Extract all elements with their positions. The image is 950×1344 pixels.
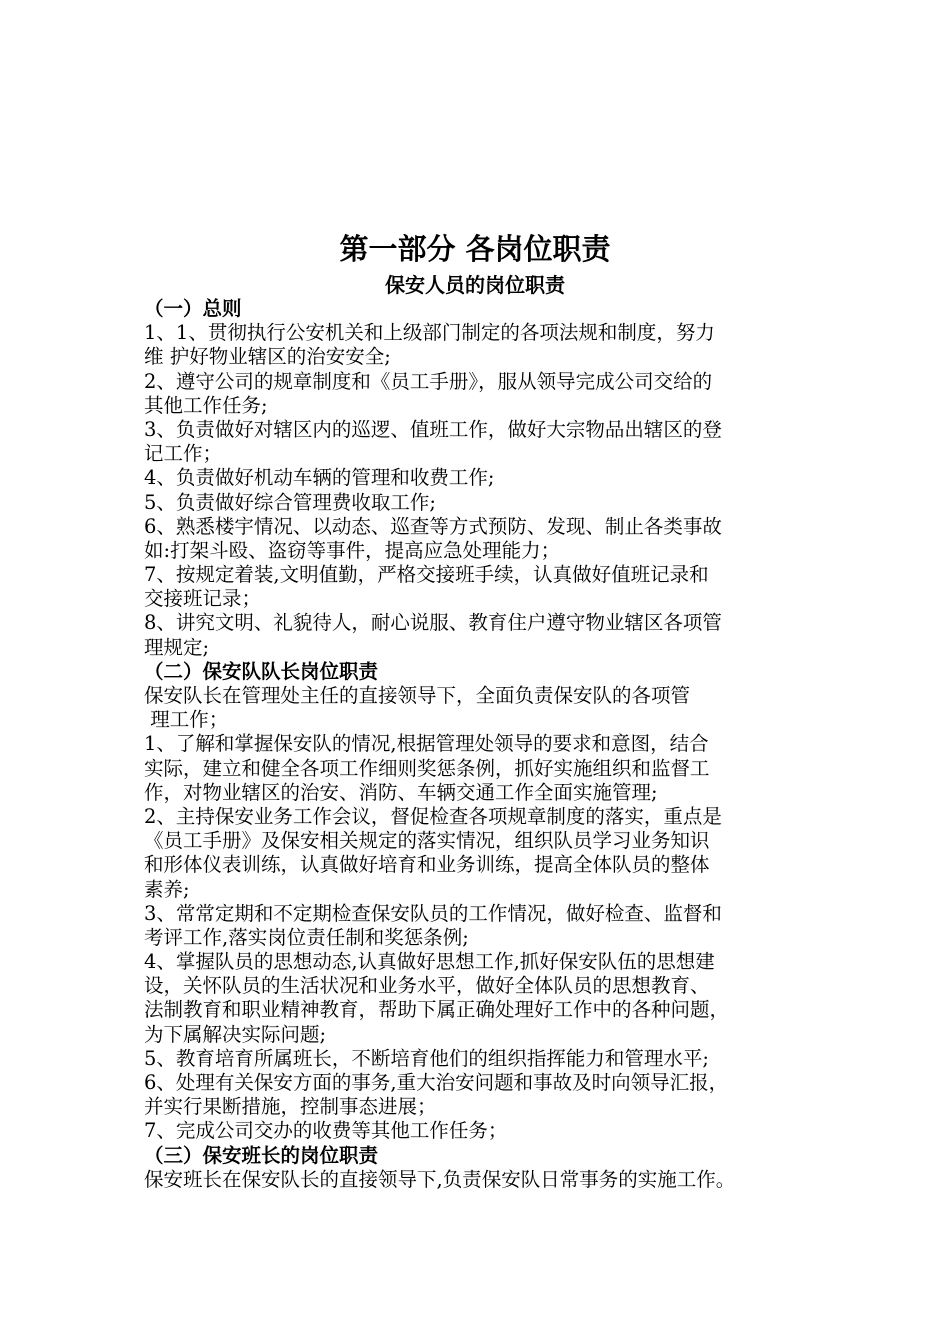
text-line: 如:打架斗殴、盗窃等事件，提高应急处理能力； — [144, 538, 561, 562]
text-line: 为下属解决实际问题; — [144, 1022, 327, 1046]
text-line: 5、负责做好综合管理费收取工作; — [144, 490, 436, 514]
text-line: 2、遵守公司的规章制度和《员工手册》，服从领导完成公司交给的 — [144, 369, 713, 393]
document-title: 第一部分 各岗位职责 — [339, 232, 611, 266]
text-line: 保安班长在保安队长的直接领导下,负责保安队日常事务的实施工作。 — [144, 1167, 736, 1191]
section-heading: （一）总则 — [144, 297, 242, 320]
text-line: 7、按规定着装,文明值勤，严格交接班手续，认真做好值班记录和 — [144, 563, 709, 587]
text-line: 4、负责做好机动车辆的管理和收费工作; — [144, 466, 495, 490]
text-line: 《员工手册》及保安相关规定的落实情况，组织队员学习业务知识 — [144, 829, 710, 853]
section-heading: （二）保安队队长岗位职责 — [144, 659, 379, 683]
text-line: 6、熟悉楼宇情况、以动态、巡查等方式预防、发现、制止各类事故 — [144, 514, 722, 538]
text-line: 4、掌握队员的思想动态,认真做好思想工作,抓好保安队伍的思想建 — [144, 950, 715, 974]
text-line: 作，对物业辖区的治安、消防、车辆交通工作全面实施管理; — [144, 780, 658, 804]
document-body — [144, 297, 824, 1192]
text-line: 实际，建立和健全各项工作细则奖惩条例，抓好实施组织和监督工 — [144, 756, 710, 780]
text-line: 理规定; — [144, 635, 210, 659]
text-line: 8、讲究文明、礼貌待人，耐心说服、教育住户遵守物业辖区各项管 — [144, 611, 722, 635]
text-line: 法制教育和职业精神教育，帮助下属正确处理好工作中的各种问题， — [144, 998, 730, 1022]
text-line: 素养; — [144, 877, 190, 901]
document-subtitle: 保安人员的岗位职责 — [385, 273, 565, 297]
text-line: 交接班记录； — [144, 587, 262, 611]
text-line: 2、主持保安业务工作会议，督促检查各项规章制度的落实，重点是 — [144, 804, 722, 828]
text-line: 7、完成公司交办的收费等其他工作任务； — [144, 1119, 508, 1143]
text-line: 理工作； — [144, 708, 229, 732]
text-line: 6、处理有关保安方面的事务,重大治安问题和事故及时向领导汇报， — [144, 1071, 729, 1094]
text-line: 设，关怀队员的生活状况和业务水平，做好全体队员的思想教育、 — [144, 974, 710, 998]
text-line: 记工作； — [144, 442, 223, 466]
text-line: 考评工作,落实岗位责任制和奖惩条例; — [144, 925, 469, 949]
text-line: 和形体仪表训练，认真做好培育和业务训练，提高全体队员的整体 — [144, 853, 710, 877]
section-heading: （三）保安班长的岗位职责 — [144, 1143, 379, 1167]
text-line: 维 护好物业辖区的治安安全; — [144, 345, 391, 369]
text-line: 3、常常定期和不定期检查保安队员的工作情况，做好检查、监督和 — [144, 901, 722, 925]
text-line: 保安队长在管理处主任的直接领导下，全面负责保安队的各项管 — [144, 684, 691, 707]
text-line: 3、负责做好对辖区内的巡逻、值班工作，做好大宗物品出辖区的登 — [144, 417, 722, 441]
text-line: 其他工作任务; — [144, 393, 268, 417]
text-line: 1、1、贯彻执行公安机关和上级部门制定的各项法规和制度，努力 — [144, 321, 715, 345]
text-line: 5、教育培育所属班长，不断培育他们的组织指挥能力和管理水平; — [144, 1046, 709, 1070]
text-line: 1、了解和掌握保安队的情况,根据管理处领导的要求和意图，结合 — [144, 732, 709, 756]
text-line: 并实行果断措施，控制事态进展； — [144, 1095, 437, 1119]
